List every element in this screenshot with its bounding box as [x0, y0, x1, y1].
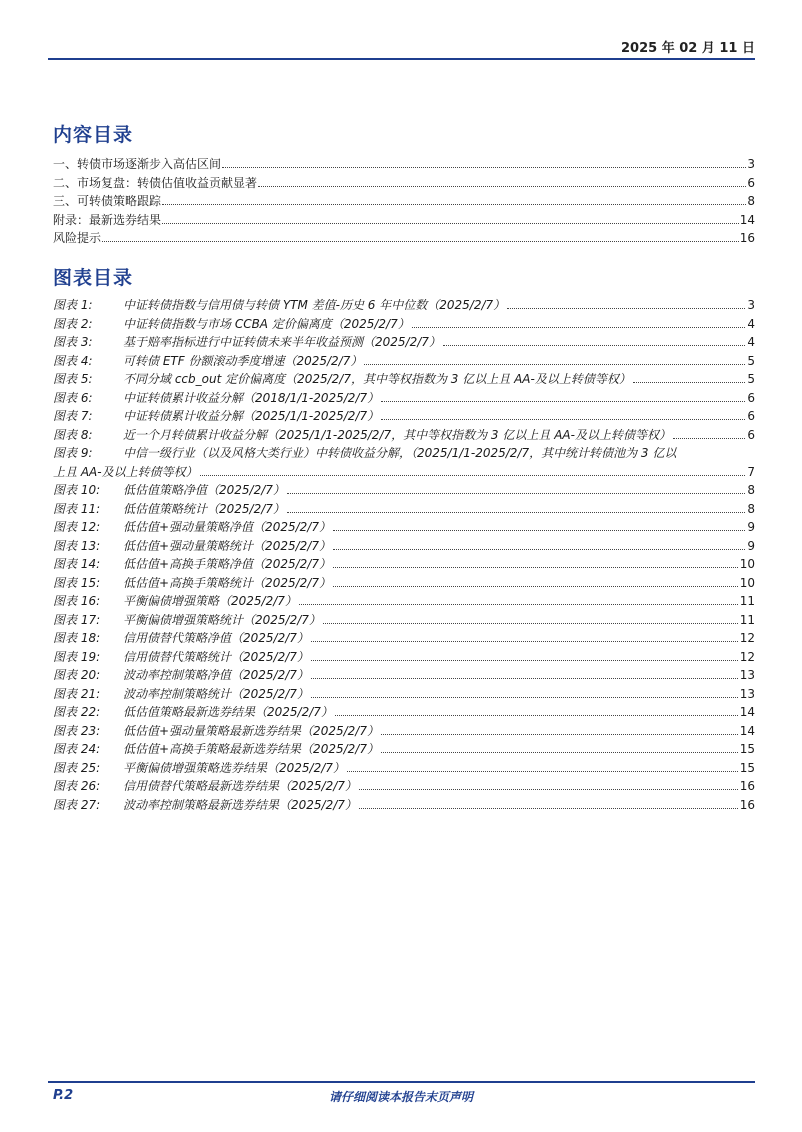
dot-leader	[287, 500, 745, 513]
figure-number: 图表 19:	[53, 649, 101, 664]
dot-leader	[359, 796, 738, 809]
figure-number: 图表 23:	[53, 723, 101, 738]
figure-number: 图表 20:	[53, 668, 101, 682]
figure-page: 14	[739, 723, 755, 738]
footer-divider	[48, 1081, 755, 1083]
figure-entry[interactable]	[53, 740, 755, 759]
figure-label: 低估值+高换手策略最新选券结果（2025/2/7）	[123, 742, 379, 756]
figure-page: 9	[747, 520, 755, 534]
figure-page: 12	[739, 631, 755, 645]
figure-entry[interactable]	[53, 370, 755, 389]
contents-list	[53, 155, 755, 248]
figure-entry[interactable]	[53, 315, 755, 334]
dot-leader	[333, 518, 745, 531]
figure-entry[interactable]	[53, 537, 755, 556]
figure-number: 图表 12:	[53, 520, 101, 534]
toc-entry-label: 二、市场复盘：转债估值收益贡献显著	[53, 175, 258, 190]
figure-page: 4	[747, 316, 755, 331]
dot-leader	[311, 685, 738, 698]
toc-entry-page: 6	[747, 175, 755, 190]
toc-entry[interactable]	[53, 155, 755, 174]
figure-label: 中证转债指数与信用债与转债 YTM 差值-历史 6 年中位数（2025/2/7）	[123, 298, 506, 312]
figure-entry[interactable]	[53, 796, 755, 815]
figure-number: 图表 14:	[53, 557, 101, 571]
figure-label: 低估值+强动量策略统计（2025/2/7）	[123, 538, 331, 553]
figure-entry[interactable]	[53, 481, 755, 500]
figure-entry[interactable]	[53, 407, 755, 426]
figure-page: 16	[739, 779, 755, 793]
figure-page: 15	[739, 742, 755, 756]
figure-page: 6	[747, 390, 755, 405]
figure-number: 图表 27:	[53, 797, 101, 812]
figure-entry[interactable]	[53, 703, 755, 722]
figure-entry[interactable]	[53, 555, 755, 574]
dot-leader	[673, 426, 745, 439]
figure-label: 低估值+强动量策略净值（2025/2/7）	[123, 520, 331, 534]
dot-leader	[333, 574, 738, 587]
dot-leader	[222, 155, 746, 168]
figure-entry[interactable]	[53, 759, 755, 778]
figure-label: 不同分域 ccb_out 定价偏离度（2025/2/7，其中等权指数为 3 亿以上且 AA-及以上转债等权）	[123, 372, 631, 386]
figure-number: 图表 13:	[53, 538, 101, 553]
figure-number: 图表 15:	[53, 575, 101, 590]
figure-entry[interactable]	[53, 685, 755, 704]
figure-number: 图表 26:	[53, 779, 101, 793]
dot-leader	[381, 389, 745, 402]
figure-label: 近一个月转债累计收益分解（2025/1/1-2025/2/7，其中等权指数为 3 亿以上且 AA-及以上转债等权）	[123, 427, 671, 442]
toc-entry-page: 16	[739, 231, 755, 245]
figure-page: 9	[747, 538, 755, 553]
dot-leader	[162, 192, 746, 205]
figure-page: 8	[747, 483, 755, 497]
figure-page: 4	[747, 335, 755, 349]
figure-label: 中证转债指数与市场 CCBA 定价偏离度（2025/2/7）	[123, 316, 410, 331]
figure-number: 图表 6:	[53, 390, 93, 405]
figure-label: 平衡偏债增强策略（2025/2/7）	[123, 594, 297, 608]
figure-label: 低估值策略最新选券结果（2025/2/7）	[123, 705, 333, 719]
dot-leader	[347, 759, 738, 772]
figure-page: 12	[739, 649, 755, 664]
dot-leader	[633, 370, 746, 383]
toc-entry[interactable]	[53, 192, 755, 211]
figure-page: 14	[739, 705, 755, 719]
figure-entry[interactable]	[53, 777, 755, 796]
figure-page: 6	[747, 427, 755, 442]
figure-label: 信用债替代策略净值（2025/2/7）	[123, 631, 309, 645]
dot-leader	[381, 740, 738, 753]
toc-entry[interactable]	[53, 211, 755, 230]
dot-leader	[162, 211, 739, 224]
figure-page: 7	[747, 464, 755, 479]
figure-entry[interactable]	[53, 426, 755, 445]
figure-number: 图表 24:	[53, 742, 101, 756]
toc-entry-label: 三、可转债策略跟踪	[53, 194, 162, 208]
toc-entry-page: 8	[747, 194, 755, 208]
figure-label: 低估值策略统计（2025/2/7）	[123, 501, 285, 516]
dot-leader	[381, 407, 745, 420]
dot-leader	[323, 611, 738, 624]
figure-entry[interactable]	[53, 352, 755, 371]
dot-leader	[364, 352, 745, 365]
dot-leader	[333, 537, 745, 550]
dot-leader	[311, 648, 738, 661]
figure-entry[interactable]	[53, 592, 755, 611]
figure-label: 波动率控制策略统计（2025/2/7）	[123, 686, 309, 701]
dot-leader	[507, 296, 745, 309]
figure-label: 波动率控制策略最新选券结果（2025/2/7）	[123, 797, 357, 812]
figure-label: 信用债替代策略最新选券结果（2025/2/7）	[123, 779, 357, 793]
dot-leader	[311, 629, 738, 642]
figure-page: 5	[747, 372, 755, 386]
figure-label-continued: 上且 AA-及以上转债等权）	[53, 464, 198, 479]
figure-number: 图表 4:	[53, 353, 93, 368]
toc-entry[interactable]	[53, 174, 755, 193]
dot-leader	[335, 703, 738, 716]
figure-entry[interactable]	[53, 296, 755, 315]
figure-page: 5	[747, 353, 755, 368]
figure-label: 波动率控制策略净值（2025/2/7）	[123, 668, 309, 682]
dot-leader	[333, 555, 738, 568]
figure-page: 11	[739, 594, 755, 608]
figure-page: 3	[747, 298, 755, 312]
figures-list	[53, 296, 755, 814]
figure-number: 图表 11:	[53, 501, 101, 516]
figure-entry[interactable]	[53, 611, 755, 630]
disclaimer-note: 请仔细阅读本报告末页声明	[328, 1090, 473, 1104]
figure-entry[interactable]	[53, 500, 755, 519]
report-date: 2025 年 02 月 11 日	[621, 41, 755, 56]
figure-page: 10	[739, 575, 755, 590]
figure-number: 图表 3:	[53, 335, 93, 349]
figure-number: 图表 21:	[53, 686, 101, 701]
figure-page: 13	[739, 668, 755, 682]
toc-entry-label: 一、转债市场逐渐步入高估区间	[53, 157, 222, 171]
page-number: P.2	[53, 1088, 74, 1103]
figure-page: 16	[739, 797, 755, 812]
figure-number: 图表 17:	[53, 612, 101, 627]
toc-entry-label: 附录：最新选券结果	[53, 212, 162, 227]
dot-leader	[311, 666, 738, 679]
figure-page: 15	[739, 760, 755, 775]
figure-entry[interactable]	[53, 666, 755, 685]
dot-leader	[412, 315, 746, 328]
figure-label: 中信一级行业（以及风格大类行业）中转债收益分解，（2025/1/1-2025/2/7，其中统计转债池为 3 亿以	[123, 446, 677, 460]
figure-entry[interactable]	[53, 389, 755, 408]
figure-number: 图表 2:	[53, 316, 93, 331]
dot-leader	[258, 174, 746, 187]
figure-label: 信用债替代策略统计（2025/2/7）	[123, 649, 309, 664]
dot-leader	[287, 481, 745, 494]
dot-leader	[102, 229, 739, 242]
figure-label: 中证转债累计收益分解（2018/1/1-2025/2/7）	[123, 390, 380, 405]
figure-number: 图表 1:	[53, 298, 93, 312]
figure-label: 低估值策略净值（2025/2/7）	[123, 483, 285, 497]
figure-page: 6	[747, 409, 755, 423]
dot-leader	[299, 592, 738, 605]
toc-entry[interactable]	[53, 229, 755, 248]
figure-page: 8	[747, 501, 755, 516]
figure-label: 可转债 ETF 份额滚动季度增速（2025/2/7）	[123, 353, 363, 368]
figure-number: 图表 8:	[53, 427, 93, 442]
figure-entry[interactable]	[53, 574, 755, 593]
header-divider	[48, 58, 755, 60]
figure-page: 13	[739, 686, 755, 701]
figure-page: 10	[739, 557, 755, 571]
figure-number: 图表 10:	[53, 483, 101, 497]
contents-title: 内容目录	[53, 124, 134, 146]
dot-leader	[443, 333, 745, 346]
toc-entry-label: 风险提示	[53, 231, 102, 245]
figure-label: 平衡偏债增强策略统计（2025/2/7）	[123, 612, 321, 627]
figures-title: 图表目录	[53, 267, 134, 289]
figure-label: 基于赔率指标进行中证转债未来半年收益预测（2025/2/7）	[123, 335, 441, 349]
figure-number: 图表 18:	[53, 631, 101, 645]
figure-number: 图表 22:	[53, 705, 101, 719]
figure-label: 低估值+高换手策略统计（2025/2/7）	[123, 575, 331, 590]
figure-label: 平衡偏债增强策略选券结果（2025/2/7）	[123, 760, 345, 775]
figure-label: 中证转债累计收益分解（2025/1/1-2025/2/7）	[123, 409, 380, 423]
dot-leader	[200, 463, 746, 476]
figure-entry[interactable]	[53, 648, 755, 667]
figure-entry[interactable]	[53, 444, 755, 481]
toc-entry-page: 14	[739, 212, 755, 227]
dot-leader	[359, 777, 738, 790]
figure-label: 低估值+强动量策略最新选券结果（2025/2/7）	[123, 723, 379, 738]
figure-number: 图表 16:	[53, 594, 101, 608]
figure-entry[interactable]	[53, 722, 755, 741]
dot-leader	[381, 722, 738, 735]
figure-label: 低估值+高换手策略净值（2025/2/7）	[123, 557, 331, 571]
figure-page: 11	[739, 612, 755, 627]
figure-number: 图表 25:	[53, 760, 101, 775]
figure-entry[interactable]	[53, 518, 755, 537]
figure-entry[interactable]	[53, 333, 755, 352]
figure-number: 图表 9:	[53, 446, 93, 460]
figure-number: 图表 5:	[53, 372, 93, 386]
figure-entry[interactable]	[53, 629, 755, 648]
toc-entry-page: 3	[747, 157, 755, 171]
figure-number: 图表 7:	[53, 409, 93, 423]
